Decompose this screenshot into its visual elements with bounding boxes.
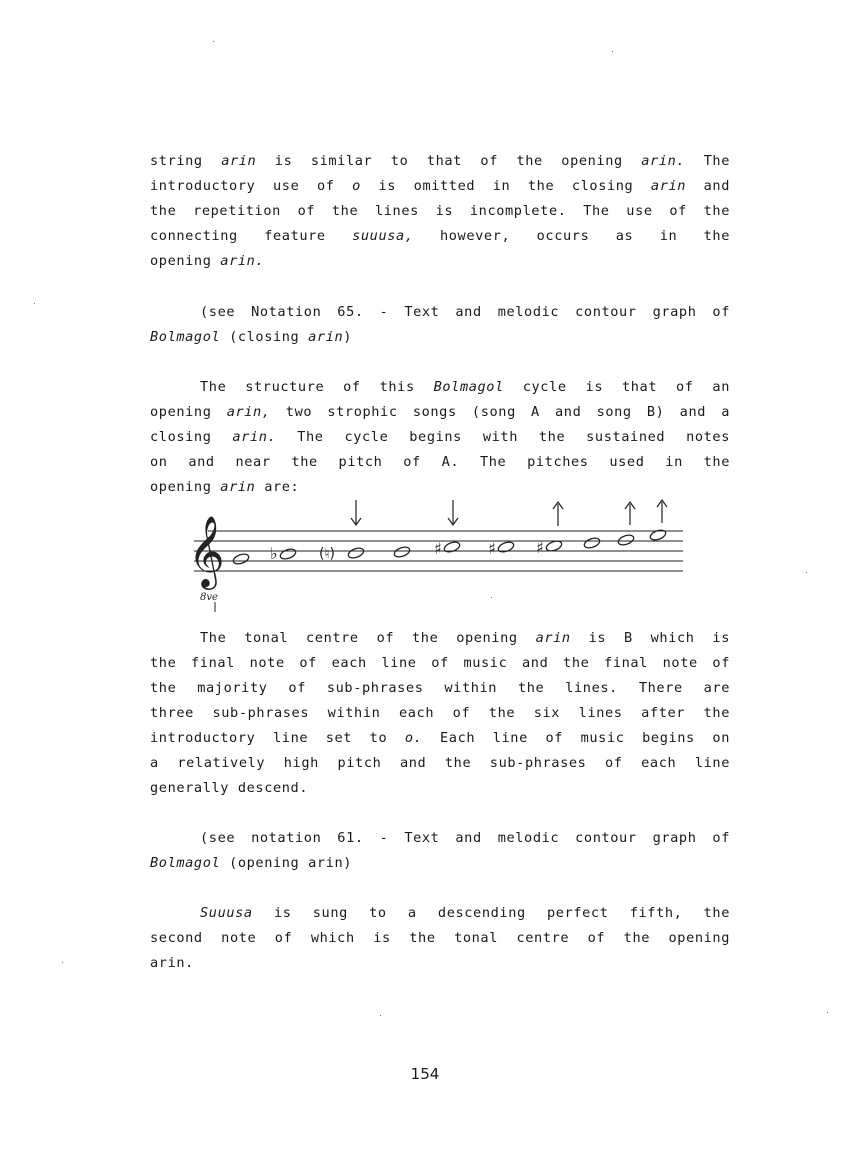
scan-speck xyxy=(612,51,613,52)
up-arrow-icon xyxy=(657,500,667,523)
text-line: string arin is similar to that of the opening arin. The xyxy=(150,153,730,169)
octave-mark: 8ve xyxy=(200,592,218,603)
up-arrow-icon xyxy=(553,502,563,526)
pitch-set-notation xyxy=(186,496,686,616)
natural-accidental-icon: (♮) xyxy=(319,546,335,562)
scan-speck xyxy=(380,1015,381,1016)
scan-speck xyxy=(62,962,63,963)
text-line: Bolmagol (opening arin) xyxy=(150,855,353,871)
whole-note xyxy=(617,533,635,547)
text-line: the majority of sub-phrases within the lines. There are xyxy=(150,680,730,696)
text-line: the repetition of the lines is incomplete. The use of the xyxy=(150,203,730,219)
sharp-accidental-icon: ♯ xyxy=(488,539,496,558)
sharp-accidental-icon: ♯ xyxy=(434,539,442,558)
text-line: The tonal centre of the opening arin is B which is xyxy=(200,630,730,646)
text-line: (see Notation 65. - Text and melodic contour graph of xyxy=(200,304,730,320)
text-line: Bolmagol (closing arin) xyxy=(150,329,353,345)
text-line: three sub-phrases within each of the six lines after the xyxy=(150,705,730,721)
text-line: generally descend. xyxy=(150,780,309,796)
text-line: opening arin. xyxy=(150,253,265,269)
down-arrow-icon xyxy=(351,500,361,525)
text-line: connecting feature suuusa, however, occurs as in the xyxy=(150,228,730,244)
text-line: Suuusa is sung to a descending perfect fifth, the xyxy=(200,905,730,921)
down-arrow-icon xyxy=(448,500,458,525)
text-line: The structure of this Bolmagol cycle is that of an xyxy=(200,379,730,395)
flat-accidental-icon: ♭ xyxy=(270,544,278,563)
scan-speck xyxy=(213,41,214,42)
text-line: opening arin are: xyxy=(150,479,300,495)
text-line: the final note of each line of music and the final note of xyxy=(150,655,730,671)
treble-clef-icon: 𝄞 xyxy=(188,514,225,587)
text-line: opening arin, two strophic songs (song A and song B) and a xyxy=(150,404,730,420)
whole-note xyxy=(497,540,515,554)
sharp-accidental-icon: ♯ xyxy=(536,538,544,557)
text-line: introductory line set to o. Each line of music begins on xyxy=(150,730,730,746)
notation-reference-61 xyxy=(150,826,730,876)
paragraph-closing-arin xyxy=(150,149,730,274)
text-line: a relatively high pitch and the sub-phrases of each line xyxy=(150,755,730,771)
paragraph-suuusa xyxy=(150,901,730,976)
notation-reference-65 xyxy=(150,300,730,350)
text-line: second note of which is the tonal centre of the opening xyxy=(150,930,730,946)
scan-speck xyxy=(34,303,35,304)
paragraph-cycle-structure xyxy=(150,375,730,500)
whole-note xyxy=(443,540,461,554)
whole-note xyxy=(232,552,250,566)
paragraph-tonal-centre xyxy=(150,626,730,801)
whole-note xyxy=(583,536,601,550)
text-line: introductory use of o is omitted in the closing arin and xyxy=(150,178,731,194)
scan-speck xyxy=(806,572,807,573)
page-number: 154 xyxy=(410,1065,440,1083)
pitch-arrows xyxy=(351,500,667,526)
whole-note xyxy=(279,547,297,561)
text-line: arin. xyxy=(150,955,194,971)
whole-note xyxy=(347,546,365,560)
whole-note xyxy=(649,528,667,542)
text-line: closing arin. The cycle begins with the sustained notes xyxy=(150,429,730,445)
up-arrow-icon xyxy=(625,502,635,525)
whole-note xyxy=(393,545,411,559)
text-line: (see notation 61. - Text and melodic contour graph of xyxy=(200,830,730,846)
text-line: on and near the pitch of A. The pitches used in the xyxy=(150,454,730,470)
scan-speck xyxy=(827,1012,828,1013)
